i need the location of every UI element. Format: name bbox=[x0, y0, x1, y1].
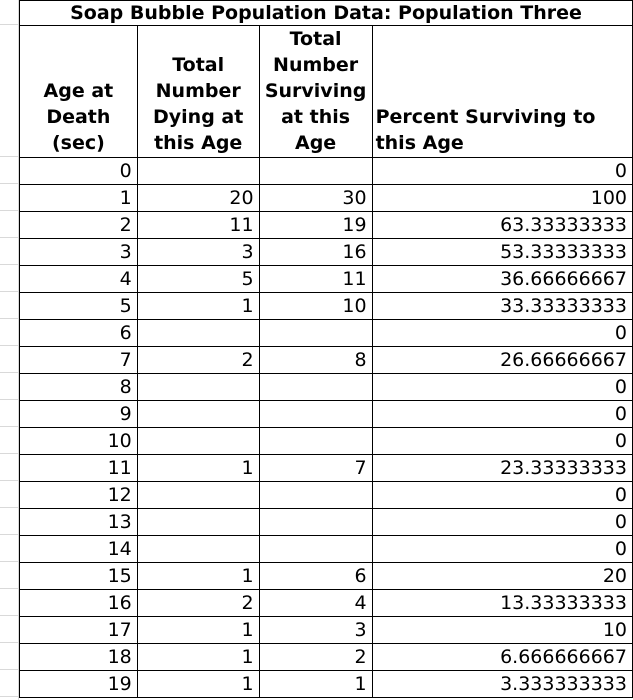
header-line: Dying at bbox=[153, 106, 244, 128]
table-body bbox=[20, 158, 633, 698]
cell-age[interactable]: 12 bbox=[20, 482, 138, 509]
cell-surviving[interactable] bbox=[259, 509, 372, 536]
gridline bbox=[0, 615, 19, 616]
table-row bbox=[20, 347, 633, 374]
gridline bbox=[0, 264, 19, 265]
header-line: Age bbox=[294, 132, 337, 154]
gridline bbox=[0, 588, 19, 589]
cell-percent[interactable]: 0 bbox=[372, 482, 632, 509]
header-line: this Age bbox=[154, 132, 243, 154]
table-row bbox=[20, 401, 633, 428]
cell-dying[interactable] bbox=[137, 536, 259, 563]
spreadsheet-grid-column bbox=[0, 0, 19, 700]
cell-percent[interactable]: 0 bbox=[372, 320, 632, 347]
cell-percent[interactable]: 0 bbox=[372, 509, 632, 536]
cell-surviving[interactable]: 2 bbox=[259, 644, 372, 671]
gridline bbox=[0, 345, 19, 346]
cell-surviving[interactable] bbox=[259, 536, 372, 563]
cell-age[interactable]: 10 bbox=[20, 428, 138, 455]
table-row bbox=[20, 617, 633, 644]
cell-age[interactable]: 2 bbox=[20, 212, 138, 239]
cell-percent[interactable]: 33.33333333 bbox=[372, 293, 632, 320]
cell-dying[interactable] bbox=[137, 374, 259, 401]
cell-age[interactable]: 1 bbox=[20, 185, 138, 212]
gridline bbox=[0, 237, 19, 238]
cell-dying[interactable]: 1 bbox=[137, 455, 259, 482]
header-line: this Age bbox=[375, 132, 464, 154]
soap-bubble-data-table bbox=[19, 0, 633, 698]
cell-age[interactable]: 6 bbox=[20, 320, 138, 347]
cell-age[interactable]: 4 bbox=[20, 266, 138, 293]
cell-percent[interactable]: 53.33333333 bbox=[372, 239, 632, 266]
cell-age[interactable]: 3 bbox=[20, 239, 138, 266]
header-line: Surviving bbox=[264, 80, 367, 102]
cell-dying[interactable] bbox=[137, 401, 259, 428]
cell-dying[interactable] bbox=[137, 482, 259, 509]
table-row bbox=[20, 671, 633, 698]
cell-percent[interactable]: 36.66666667 bbox=[372, 266, 632, 293]
cell-age[interactable]: 11 bbox=[20, 455, 138, 482]
gridline bbox=[0, 210, 19, 211]
table-row bbox=[20, 455, 633, 482]
gridline bbox=[0, 426, 19, 427]
cell-surviving[interactable]: 1 bbox=[259, 671, 372, 698]
table-row bbox=[20, 374, 633, 401]
gridline bbox=[0, 399, 19, 400]
table-row bbox=[20, 320, 633, 347]
table-row bbox=[20, 266, 633, 293]
cell-surviving[interactable] bbox=[259, 428, 372, 455]
table-row bbox=[20, 428, 633, 455]
cell-dying[interactable] bbox=[137, 158, 259, 185]
header-percent-surviving[interactable] bbox=[372, 26, 632, 158]
gridline bbox=[0, 291, 19, 292]
gridline bbox=[0, 534, 19, 535]
cell-surviving[interactable] bbox=[259, 401, 372, 428]
cell-age[interactable]: 0 bbox=[20, 158, 138, 185]
cell-dying[interactable]: 2 bbox=[137, 590, 259, 617]
gridline bbox=[0, 318, 19, 319]
gridline bbox=[0, 480, 19, 481]
table-title[interactable]: Soap Bubble Population Data: Population Three bbox=[20, 1, 633, 26]
cell-surviving[interactable]: 16 bbox=[259, 239, 372, 266]
cell-dying[interactable]: 20 bbox=[137, 185, 259, 212]
cell-age[interactable]: 16 bbox=[20, 590, 138, 617]
cell-percent[interactable]: 0 bbox=[372, 158, 632, 185]
header-line: Death bbox=[46, 106, 111, 128]
gridline bbox=[0, 183, 19, 184]
header-line: at this bbox=[281, 106, 351, 128]
cell-dying[interactable]: 1 bbox=[137, 563, 259, 590]
cell-age[interactable]: 5 bbox=[20, 293, 138, 320]
cell-percent[interactable]: 13.33333333 bbox=[372, 590, 632, 617]
header-line: Number bbox=[273, 54, 359, 76]
cell-dying[interactable]: 1 bbox=[137, 617, 259, 644]
cell-age[interactable]: 7 bbox=[20, 347, 138, 374]
cell-surviving[interactable]: 7 bbox=[259, 455, 372, 482]
cell-age[interactable]: 13 bbox=[20, 509, 138, 536]
cell-surviving[interactable]: 6 bbox=[259, 563, 372, 590]
gridline bbox=[0, 24, 19, 25]
cell-age[interactable]: 8 bbox=[20, 374, 138, 401]
gridline bbox=[0, 642, 19, 643]
cell-surviving[interactable]: 4 bbox=[259, 590, 372, 617]
header-line: Number bbox=[155, 80, 241, 102]
header-line: Total bbox=[289, 28, 342, 50]
cell-dying[interactable]: 2 bbox=[137, 347, 259, 374]
cell-percent[interactable]: 6.666666667 bbox=[372, 644, 632, 671]
header-age-at-death[interactable] bbox=[20, 26, 138, 158]
cell-age[interactable]: 14 bbox=[20, 536, 138, 563]
cell-percent[interactable]: 0 bbox=[372, 428, 632, 455]
header-line: Total bbox=[172, 54, 225, 76]
cell-percent[interactable]: 63.33333333 bbox=[372, 212, 632, 239]
cell-percent[interactable]: 0 bbox=[372, 536, 632, 563]
cell-dying[interactable]: 1 bbox=[137, 293, 259, 320]
cell-dying[interactable] bbox=[137, 509, 259, 536]
cell-percent[interactable]: 23.33333333 bbox=[372, 455, 632, 482]
cell-surviving[interactable] bbox=[259, 320, 372, 347]
table-row bbox=[20, 536, 633, 563]
cell-dying[interactable]: 3 bbox=[137, 239, 259, 266]
cell-age[interactable]: 19 bbox=[20, 671, 138, 698]
table-row bbox=[20, 185, 633, 212]
gridline bbox=[0, 561, 19, 562]
cell-dying[interactable]: 1 bbox=[137, 671, 259, 698]
table-row bbox=[20, 482, 633, 509]
header-total-dying[interactable] bbox=[137, 26, 259, 158]
cell-age[interactable]: 17 bbox=[20, 617, 138, 644]
cell-dying[interactable]: 1 bbox=[137, 644, 259, 671]
gridline bbox=[0, 372, 19, 373]
cell-age[interactable]: 18 bbox=[20, 644, 138, 671]
header-line: Age at bbox=[43, 80, 114, 102]
cell-percent[interactable]: 100 bbox=[372, 185, 632, 212]
cell-surviving[interactable]: 30 bbox=[259, 185, 372, 212]
table-row bbox=[20, 563, 633, 590]
table-row bbox=[20, 509, 633, 536]
header-line: (sec) bbox=[51, 132, 105, 154]
cell-surviving[interactable] bbox=[259, 374, 372, 401]
cell-dying[interactable] bbox=[137, 320, 259, 347]
cell-surviving[interactable] bbox=[259, 482, 372, 509]
table-row bbox=[20, 239, 633, 266]
gridline bbox=[0, 669, 19, 670]
cell-age[interactable]: 15 bbox=[20, 563, 138, 590]
cell-surviving[interactable] bbox=[259, 158, 372, 185]
gridline bbox=[0, 156, 19, 157]
table-row bbox=[20, 590, 633, 617]
cell-percent[interactable]: 26.66666667 bbox=[372, 347, 632, 374]
cell-age[interactable]: 9 bbox=[20, 401, 138, 428]
cell-dying[interactable]: 5 bbox=[137, 266, 259, 293]
gridline bbox=[0, 507, 19, 508]
cell-surviving[interactable]: 3 bbox=[259, 617, 372, 644]
cell-percent[interactable]: 3.333333333 bbox=[372, 671, 632, 698]
cell-percent[interactable]: 10 bbox=[372, 617, 632, 644]
cell-dying[interactable]: 11 bbox=[137, 212, 259, 239]
gridline bbox=[0, 696, 19, 697]
cell-surviving[interactable]: 11 bbox=[259, 266, 372, 293]
cell-surviving[interactable]: 19 bbox=[259, 212, 372, 239]
cell-surviving[interactable]: 8 bbox=[259, 347, 372, 374]
cell-surviving[interactable]: 10 bbox=[259, 293, 372, 320]
header-total-surviving[interactable] bbox=[259, 26, 372, 158]
cell-dying[interactable] bbox=[137, 428, 259, 455]
table-row bbox=[20, 212, 633, 239]
cell-percent[interactable]: 20 bbox=[372, 563, 632, 590]
table-row bbox=[20, 644, 633, 671]
cell-percent[interactable]: 0 bbox=[372, 401, 632, 428]
gridline bbox=[0, 453, 19, 454]
header-line: Percent Surviving to bbox=[375, 106, 596, 128]
table-row bbox=[20, 158, 633, 185]
cell-percent[interactable]: 0 bbox=[372, 374, 632, 401]
table-row bbox=[20, 293, 633, 320]
